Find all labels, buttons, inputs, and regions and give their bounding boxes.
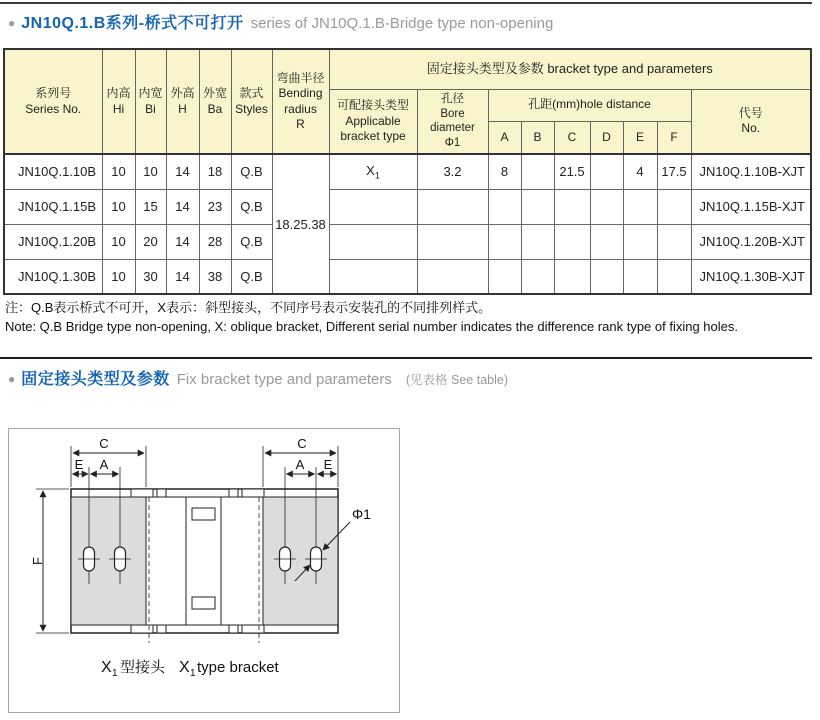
dim-label-c-right: C bbox=[297, 436, 307, 451]
flange-notch bbox=[242, 625, 264, 633]
col-header-hi-zh: 内高 bbox=[106, 86, 131, 101]
cell-hole-d bbox=[590, 154, 623, 189]
cell-ba: 18 bbox=[199, 154, 231, 189]
col-header-hole-c: C bbox=[554, 121, 590, 154]
cell-hole-f: 17.5 bbox=[657, 154, 691, 189]
col-header-series bbox=[4, 49, 102, 154]
cell-styles: Q.B bbox=[231, 224, 272, 259]
cell-hole-b bbox=[521, 259, 554, 294]
col-header-bend-en1: Bending bbox=[278, 86, 323, 101]
col-header-bend-zh: 弯曲半径 bbox=[276, 70, 325, 85]
cell-no: JN10Q.1.20B-XJT bbox=[691, 224, 811, 259]
col-header-h-en: H bbox=[178, 101, 187, 116]
col-header-no-zh: 代号 bbox=[738, 105, 763, 120]
cell-no: JN10Q.1.15B-XJT bbox=[691, 189, 811, 224]
cell-series: JN10Q.1.20B bbox=[4, 224, 102, 259]
flange-notch bbox=[229, 625, 238, 633]
group-header-hole-distance: 孔距(mm)hole distance bbox=[488, 89, 691, 121]
cell-bi: 10 bbox=[135, 154, 166, 189]
col-header-ba bbox=[199, 49, 231, 154]
cell-hole-d bbox=[590, 189, 623, 224]
col-header-bi-en: Bi bbox=[145, 101, 156, 116]
col-header-hi bbox=[102, 49, 135, 154]
flange-notch bbox=[131, 489, 153, 497]
cell-hi: 10 bbox=[102, 154, 135, 189]
cell-bore bbox=[417, 189, 488, 224]
caption-x2: X bbox=[179, 659, 190, 676]
cell-bore bbox=[417, 259, 488, 294]
cell-hole-e: 4 bbox=[623, 154, 657, 189]
cell-hole-e bbox=[623, 224, 657, 259]
section1-title-en: series of JN10Q.1.B-Bridge type non-opening bbox=[250, 15, 554, 32]
flange-notch bbox=[157, 489, 166, 497]
caption-zh: 型接头 bbox=[120, 659, 166, 676]
cell-hole-c bbox=[554, 259, 590, 294]
section1-title-zh: JN10Q.1.B系列-桥式不可打开 bbox=[21, 15, 244, 32]
cell-hole-e bbox=[623, 189, 657, 224]
cell-styles: Q.B bbox=[231, 154, 272, 189]
col-header-styles-zh: 款式 bbox=[239, 86, 264, 101]
col-header-bi-zh: 内宽 bbox=[138, 86, 163, 101]
cell-h: 14 bbox=[166, 189, 199, 224]
flange-notch bbox=[131, 625, 153, 633]
cell-bracket-type bbox=[329, 224, 417, 259]
col-header-styles-en: Styles bbox=[235, 101, 268, 116]
col-header-applicable-zh: 可配接头类型 bbox=[336, 98, 409, 113]
col-header-series-zh: 系列号 bbox=[35, 86, 72, 101]
cell-h: 14 bbox=[166, 259, 199, 294]
section2-heading bbox=[8, 366, 508, 389]
cell-styles: Q.B bbox=[231, 259, 272, 294]
section2-hint: (见表格 See table) bbox=[405, 373, 508, 387]
col-header-bore-zh: 孔径 bbox=[441, 92, 464, 105]
cell-hi: 10 bbox=[102, 259, 135, 294]
cell-hole-f bbox=[657, 224, 691, 259]
col-header-applicable-en2: bracket type bbox=[340, 128, 406, 143]
col-header-bending-radius bbox=[272, 49, 329, 154]
table-row bbox=[4, 189, 811, 224]
bracket-type-x: X bbox=[366, 162, 375, 178]
section1-heading bbox=[8, 10, 553, 33]
dim-label-a-right: A bbox=[295, 457, 305, 472]
caption-x1: X bbox=[101, 659, 112, 676]
dim-label-f: F bbox=[30, 557, 45, 565]
cell-no: JN10Q.1.10B-XJT bbox=[691, 154, 811, 189]
dim-label-c-left: C bbox=[99, 436, 109, 451]
cell-bracket-type bbox=[329, 259, 417, 294]
table-row bbox=[4, 259, 811, 294]
cell-bore: 3.2 bbox=[417, 154, 488, 189]
cell-ba: 23 bbox=[199, 189, 231, 224]
col-header-hole-d: D bbox=[590, 121, 623, 154]
cell-h: 14 bbox=[166, 154, 199, 189]
group-header-bracket-params: 固定接头类型及参数 bracket type and parameters bbox=[329, 49, 811, 89]
cell-hole-a bbox=[488, 189, 521, 224]
col-header-applicable-bracket bbox=[329, 89, 417, 154]
section2-title-zh: 固定接头类型及参数 bbox=[21, 371, 170, 388]
caption-en: type bracket bbox=[197, 659, 279, 676]
spec-table bbox=[3, 48, 812, 295]
col-header-bend-en2: radius bbox=[284, 101, 317, 116]
col-header-hi-en: Hi bbox=[112, 101, 125, 116]
cell-hole-c: 21.5 bbox=[554, 154, 590, 189]
table-row bbox=[4, 224, 811, 259]
cell-ba: 28 bbox=[199, 224, 231, 259]
col-header-no-en: No. bbox=[741, 121, 761, 136]
cell-hole-b bbox=[521, 154, 554, 189]
table-row bbox=[4, 154, 811, 189]
dim-label-phi1: Φ1 bbox=[352, 506, 371, 522]
col-header-no bbox=[691, 89, 811, 154]
cell-styles: Q.B bbox=[231, 189, 272, 224]
bracket-diagram bbox=[8, 428, 400, 713]
caption-sub2: 1 bbox=[190, 668, 196, 679]
cell-hole-c bbox=[554, 189, 590, 224]
flange-notch bbox=[242, 489, 264, 497]
cell-bracket-type bbox=[329, 189, 417, 224]
cell-hi: 10 bbox=[102, 189, 135, 224]
col-header-ba-zh: 外宽 bbox=[202, 86, 227, 101]
link-window bbox=[192, 508, 215, 520]
cell-hole-a: 8 bbox=[488, 154, 521, 189]
cell-hole-b bbox=[521, 189, 554, 224]
col-header-applicable-en1: Applicable bbox=[345, 113, 401, 128]
col-header-bend-en3: R bbox=[296, 116, 305, 131]
section-divider bbox=[0, 357, 812, 359]
cell-hole-d bbox=[590, 224, 623, 259]
cell-bi: 30 bbox=[135, 259, 166, 294]
col-header-bore-en: Bore diameter bbox=[430, 107, 475, 135]
cell-hi: 10 bbox=[102, 224, 135, 259]
cell-series: JN10Q.1.15B bbox=[4, 189, 102, 224]
cell-hole-f bbox=[657, 189, 691, 224]
col-header-hole-a: A bbox=[488, 121, 521, 154]
col-header-bi bbox=[135, 49, 166, 154]
cell-series: JN10Q.1.10B bbox=[4, 154, 102, 189]
flange-notch bbox=[229, 489, 238, 497]
left-plate bbox=[71, 497, 146, 625]
flange-notch bbox=[157, 625, 166, 633]
bullet-icon: ● bbox=[8, 372, 16, 386]
col-header-h-zh: 外高 bbox=[170, 86, 195, 101]
col-header-h bbox=[166, 49, 199, 154]
cell-bending-radius: 18.25.38 bbox=[272, 154, 329, 294]
cell-bi: 15 bbox=[135, 189, 166, 224]
cell-hole-b bbox=[521, 224, 554, 259]
cell-hole-a bbox=[488, 224, 521, 259]
col-header-bore-symbol: Φ1 bbox=[444, 136, 461, 149]
dim-label-e-right: E bbox=[323, 457, 333, 472]
col-header-hole-f: F bbox=[657, 121, 691, 154]
col-header-hole-e: E bbox=[623, 121, 657, 154]
cell-hole-c bbox=[554, 224, 590, 259]
link-window bbox=[192, 597, 215, 609]
col-header-series-en: Series No. bbox=[25, 101, 82, 116]
col-header-bore-diameter bbox=[417, 89, 488, 154]
dim-label-e-left: E bbox=[74, 457, 84, 472]
cell-bi: 20 bbox=[135, 224, 166, 259]
cell-ba: 38 bbox=[199, 259, 231, 294]
cell-h: 14 bbox=[166, 224, 199, 259]
bracket-drawing bbox=[9, 429, 399, 712]
cell-bore bbox=[417, 224, 488, 259]
caption-sub1: 1 bbox=[112, 668, 118, 679]
note-zh: 注：Q.B表示桥式不可开，X表示：斜型接头，不同序号表示安装孔的不同排列样式。 bbox=[5, 300, 492, 315]
cell-hole-d bbox=[590, 259, 623, 294]
cell-no: JN10Q.1.30B-XJT bbox=[691, 259, 811, 294]
cell-hole-f bbox=[657, 259, 691, 294]
col-header-styles bbox=[231, 49, 272, 154]
cell-bracket-type bbox=[329, 154, 417, 189]
top-divider bbox=[0, 2, 812, 4]
bracket-type-sub: 1 bbox=[374, 170, 380, 181]
section2-title-en: Fix bracket type and parameters bbox=[176, 371, 392, 388]
cell-hole-a bbox=[488, 259, 521, 294]
col-header-hole-b: B bbox=[521, 121, 554, 154]
cell-hole-e bbox=[623, 259, 657, 294]
note-en: Note: Q.B Bridge type non-opening, X: oblique bracket, Different serial number indicates the difference rank type of fixing holes. bbox=[5, 319, 738, 334]
col-header-ba-en: Ba bbox=[207, 101, 223, 116]
bullet-icon: ● bbox=[8, 16, 16, 30]
dim-label-a-left: A bbox=[99, 457, 109, 472]
right-plate bbox=[263, 497, 338, 625]
cell-series: JN10Q.1.30B bbox=[4, 259, 102, 294]
